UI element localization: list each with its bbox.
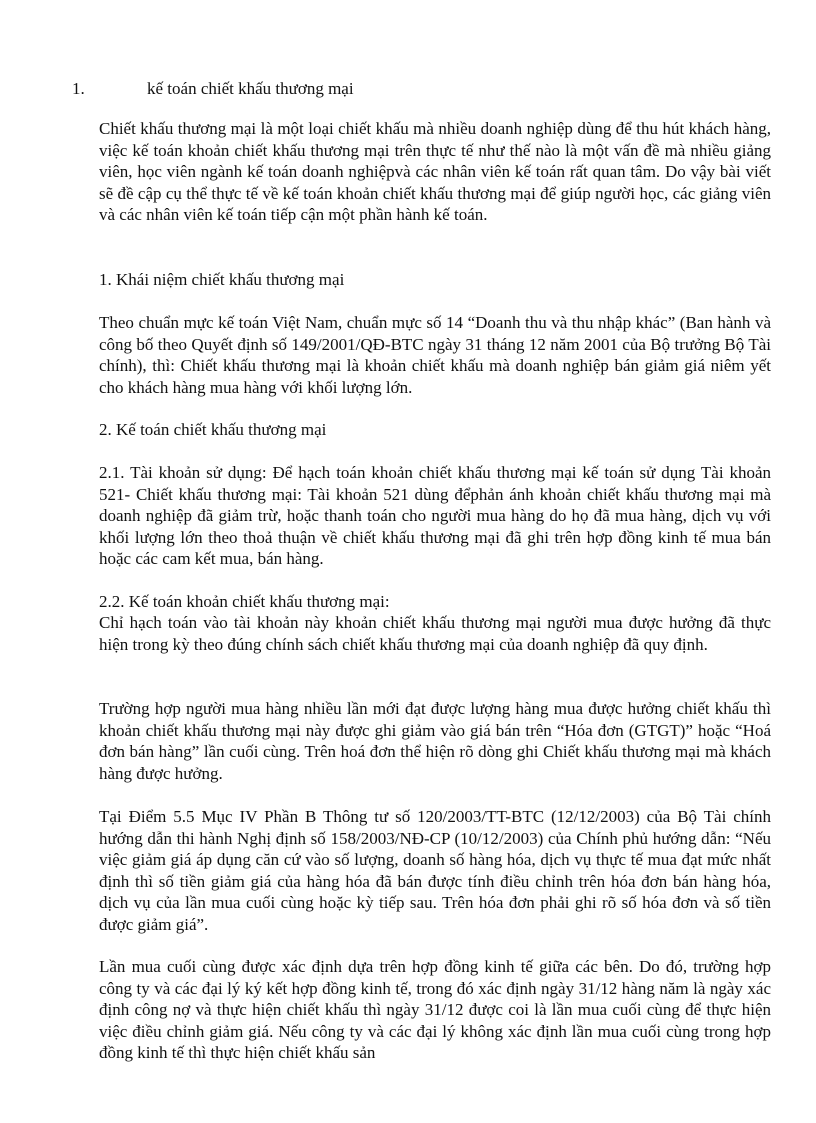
multiple-purchases-paragraph: Trường hợp người mua hàng nhiều lần mới đạt được lượng hàng mua được hưởng chiết khấu thì khoản chiết khấu thương mại này được ghi giảm vào giá bán trên “Hóa đơn (GTGT)” hoặc “Hoá đơn bán hàng” lần cuối cùng. Trên hoá đơn thể hiện rõ dòng ghi Chiết khấu thương mại mà khách hàng được hưởng.	[99, 699, 771, 783]
last-purchase-paragraph: Lần mua cuối cùng được xác định dựa trên hợp đồng kinh tế giữa các bên. Do đó, trường hợp công ty và các đại lý ký kết hợp đồng kinh tế, trong đó xác định ngày 31/12 hàng năm là ngày xác định công nợ và thực hiện chiết khấu thì ngày 31/12 được coi là lần mua cuối cùng để thực hiện việc điều chỉnh giảm giá. Nếu công ty và các đại lý không xác định lần mua cuối cùng trong hợp đồng kinh tế thì thực hiện chiết khấu sản	[99, 957, 771, 1062]
subheading-discount-accounting: 2.2. Kế toán khoản chiết khấu thương mại:	[99, 592, 390, 611]
section-number: 1.	[72, 79, 85, 98]
account-used-paragraph: 2.1. Tài khoản sử dụng: Để hạch toán khoản chiết khấu thương mại kế toán sử dụng Tài khoản 521- Chiết khấu thương mại: Tài khoản 521 dùng đểphản ánh khoản chiết khấu thương mại mà doanh nghiệp đã giảm trừ, hoặc thanh toán cho người mua hàng do họ đã mua hàng, dịch vụ với khối lượng lớn theo thoả thuận về chiết khấu thương mại đã ghi trên hợp đồng kinh tế mua bán hoặc các cam kết mua, bán hàng.	[99, 463, 771, 568]
intro-paragraph: Chiết khấu thương mại là một loại chiết khấu mà nhiều doanh nghiệp dùng để thu hút khách hàng, việc kế toán khoản chiết khấu thương mại trên thực tế như thế nào là một vấn đề mà nhiều giảng viên, học viên ngành kế toán doanh nghiệpvà các nhân viên kế toán rất quan tâm. Do vậy bài viết sẽ đề cập cụ thể thực tế về kế toán khoản chiết khấu thương mại để giúp người học, các giảng viên và các nhân viên kế toán tiếp cận một phần hành kế toán.	[99, 119, 771, 224]
subheading-definition: 1. Khái niệm chiết khấu thương mại	[99, 270, 345, 289]
recording-rule-paragraph: Chỉ hạch toán vào tài khoản này khoản chiết khấu thương mại người mua được hưởng đã thực hiện trong kỳ theo đúng chính sách chiết khấu thương mại của doanh nghiệp đã quy định.	[99, 613, 771, 654]
circular-guidance-paragraph: Tại Điểm 5.5 Mục IV Phần B Thông tư số 120/2003/TT-BTC (12/12/2003) của Bộ Tài chính hướng dẫn thi hành Nghị định số 158/2003/NĐ-CP (10/12/2003) của Chính phủ hướng dẫn: “Nếu việc giảm giá áp dụng căn cứ vào số lượng, doanh số hàng hóa, dịch vụ thực tế mua đạt mức nhất định thì số tiền giảm giá của hàng hóa đã bán được tính điều chỉnh trên hóa đơn bán hàng hóa, dịch vụ của lần mua cuối cùng hoặc kỳ tiếp sau. Trên hóa đơn phải ghi rõ số hóa đơn và số tiền được giảm giá”.	[99, 807, 771, 934]
subheading-accounting: 2. Kế toán chiết khấu thương mại	[99, 420, 327, 439]
section-title: kế toán chiết khấu thương mại	[147, 79, 354, 98]
definition-paragraph: Theo chuẩn mực kế toán Việt Nam, chuẩn mực số 14 “Doanh thu và thu nhập khác” (Ban hành và công bố theo Quyết định số 149/2001/QĐ-BTC ngày 31 tháng 12 năm 2001 của Bộ trưởng Bộ Tài chính), thì: Chiết khấu thương mại là khoản chiết khấu mà doanh nghiệp bán giảm giá niêm yết cho khách hàng mua hàng với khối lượng lớn.	[99, 313, 771, 397]
